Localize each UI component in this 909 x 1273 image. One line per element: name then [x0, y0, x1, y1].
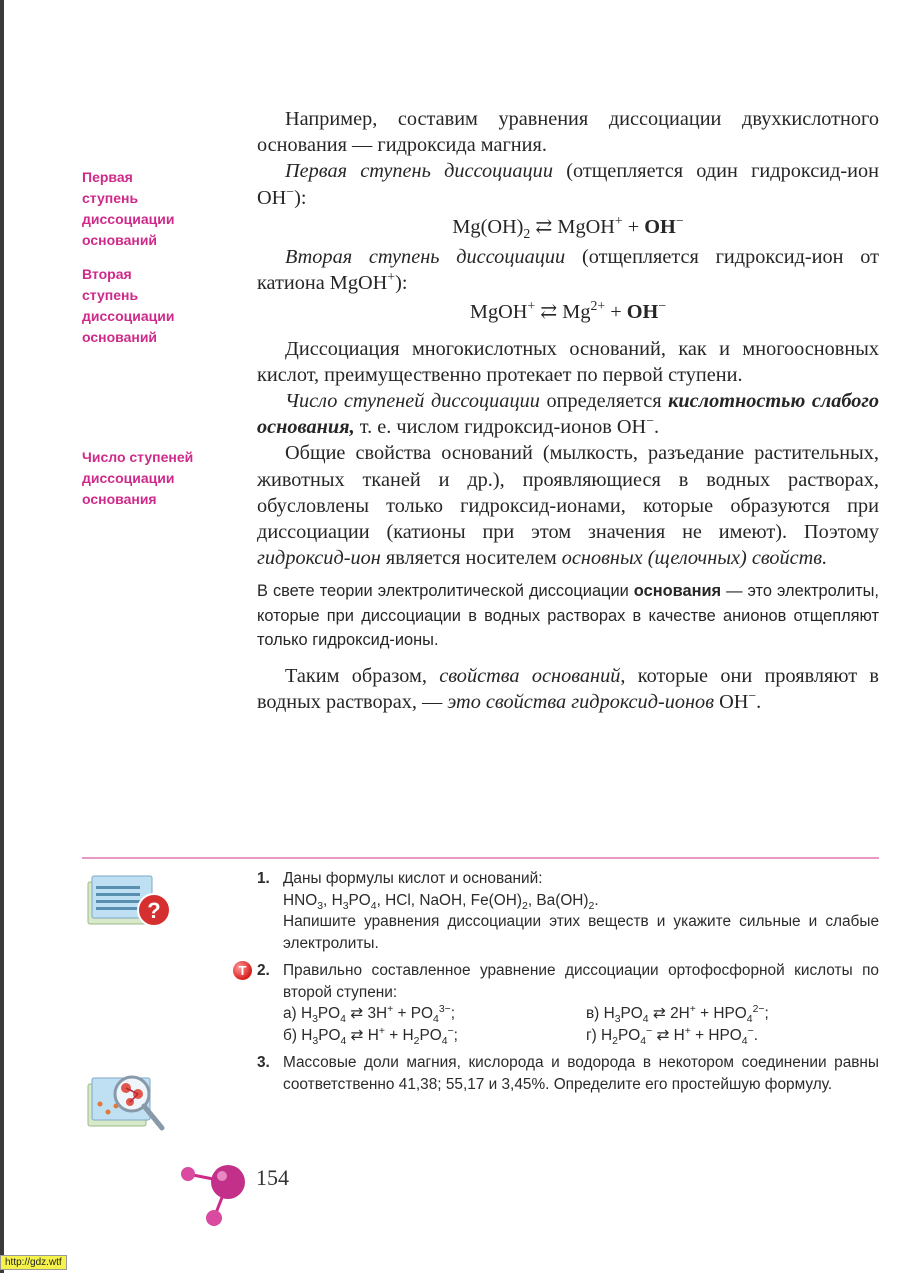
text: т. е. числом гидроксид-ионов OH — [354, 416, 647, 439]
sidenote-line: оснований — [82, 329, 158, 345]
charge: − — [646, 413, 654, 429]
term-hydroxide-properties: это свойства гидроксид-ионов — [447, 691, 715, 714]
option-g: г) $H_2PO_4^-$ ⇄ $H^+ + HPO_4^-$. — [586, 1025, 759, 1047]
task-text: Напишите уравнения диссоциации этих веществ и укажите сильные и слабые электролиты. — [283, 913, 879, 952]
task-number: 3. — [257, 1054, 270, 1071]
task-2 — [238, 960, 879, 1047]
text: Общие свойства оснований (мылкость, разъедание растительных, животных тканей и др.), проявляющиеся в водных растворах, обусловлены только гидроксид-ионами, которые образуются при диссоциации (катионы при этом значения не имеют). Поэтому — [257, 442, 879, 544]
equation-second-stage: MgOH+ ⇄ $Mg^{2+} + OH^-$ — [469, 298, 667, 324]
paragraph-multiacid: Диссоциация многокислотных оснований, как и многоосновных кислот, преимущественно протекает по первой ступени. — [257, 337, 879, 386]
text: (отщепляется гидроксид-ион от катиона MgOH — [257, 246, 880, 295]
sidenote-line: основания — [82, 491, 157, 507]
paragraph-intro: Например, составим уравнения диссоциации двухкислотного основания — гидроксида магния. — [257, 108, 879, 157]
main-text — [257, 106, 879, 715]
sidenote-line: диссоциации — [82, 211, 175, 227]
option-b: б) $H_3PO_4$ ⇄ $H^+ + H_2PO_4^-$; — [283, 1025, 458, 1047]
sidenote-line: Вторая — [82, 266, 132, 282]
option-v: в) $H_3PO_4$ ⇄ $2H^+ + HPO_4^{2-}$; — [586, 1003, 769, 1026]
term-properties-of-bases: свойства оснований — [439, 664, 621, 687]
svg-text:?: ? — [147, 898, 161, 923]
section-divider — [82, 857, 879, 859]
text: является носителем — [380, 547, 562, 570]
term-first-stage: Первая ступень диссоциации — [285, 160, 553, 183]
term-acidity: кислотностью слабого основания, — [257, 390, 879, 439]
sidenote-line: ступень — [82, 190, 139, 206]
task-text: Массовые доли магния, кислорода и водорода в некотором соединении равны соответственно 41,38; 55,17 и 3,45%. Определите его простейшую формулу. — [283, 1054, 879, 1093]
text: OH — [714, 691, 749, 714]
sidenote-line: Число ступеней — [82, 449, 194, 465]
term-second-stage: Вторая ступень диссоциации — [285, 246, 566, 269]
answer-options — [283, 1003, 879, 1046]
option-label: б) — [283, 1026, 297, 1044]
task-list — [238, 868, 879, 1095]
sidenote-stage-count — [82, 447, 232, 510]
text: , которые они проявляют в водных растворах, — — [257, 664, 879, 714]
sidenote-second-stage — [82, 264, 232, 348]
molecule-decoration-icon — [178, 1160, 252, 1232]
term-stage-count: Число ступеней диссоциации — [285, 390, 540, 413]
definition-rule — [257, 579, 879, 653]
text: Таким образом, — [285, 664, 440, 687]
term-basic-properties: основных (щелочных) свойств. — [561, 547, 828, 570]
task-formulas: $HNO_3$, $H_3PO_4$, HCl, NaOH, $Fe(OH)_2$, $Ba(OH)_2$. — [283, 891, 599, 912]
page-number: 154 — [256, 1165, 289, 1190]
task-1 — [257, 868, 879, 954]
task-number: 2. — [257, 962, 270, 979]
paragraph-stage-count: Число ступеней диссоциации определяется кислотностью слабого основания, т. е. числом гидроксид-ионов OH−. — [257, 390, 879, 439]
task-3 — [257, 1052, 879, 1095]
option-a: а) $H_3PO_4$ ⇄ $3H^+ + PO_4^{3-}$; — [283, 1003, 456, 1026]
sidenote-line: диссоциации — [82, 470, 175, 486]
sidenote-line: диссоциации — [82, 308, 175, 324]
sidenote-line: оснований — [82, 232, 158, 248]
charge: − — [748, 688, 757, 704]
test-badge-icon: T — [233, 961, 252, 980]
text: В свете теории электролитической диссоциации — [257, 582, 634, 601]
molecule-magnifier-icon — [86, 1068, 172, 1138]
text: ): — [294, 186, 307, 209]
option-label: г) — [586, 1026, 597, 1044]
paragraph-first-stage — [257, 158, 879, 210]
question-folder-icon — [86, 870, 172, 932]
page-edge — [0, 0, 4, 1273]
task-text: Правильно составленное уравнение диссоциации ортофосфорной кислоты по второй ступени: — [283, 962, 879, 1001]
paragraph-second-stage — [257, 244, 879, 296]
sidenote-first-stage — [82, 167, 232, 251]
term-hydroxide-ion: гидроксид-ион — [257, 547, 381, 570]
charge: + — [387, 269, 396, 285]
text: (отщепляется один гидроксид-ион OH — [257, 160, 880, 209]
option-label: а) — [283, 1005, 297, 1022]
charge: − — [286, 183, 295, 199]
paragraph-conclusion: Таким образом, свойства оснований, которые они проявляют в водных растворах, — это свойства гидроксид-ионов OH−. — [257, 664, 879, 714]
sidenote-line: ступень — [82, 287, 139, 303]
text: — это электролиты, которые при диссоциации в водных растворах в качестве анионов отщепляют только гидроксид-ионы. — [257, 582, 879, 650]
paragraph-properties — [257, 440, 879, 571]
task-text: Даны формулы кислот и оснований: — [283, 870, 543, 887]
equation-first-stage: $Mg(OH)_2$ ⇄ MgOH+ + OH− — [452, 213, 684, 241]
text: определяется — [539, 390, 669, 413]
option-label: в) — [586, 1005, 600, 1022]
sidenote-line: Первая — [82, 169, 133, 185]
watermark-link[interactable]: http://gdz.wtf — [0, 1255, 67, 1270]
term-bases: основания — [633, 582, 722, 601]
text: ): — [395, 272, 408, 295]
task-number: 1. — [257, 870, 270, 887]
